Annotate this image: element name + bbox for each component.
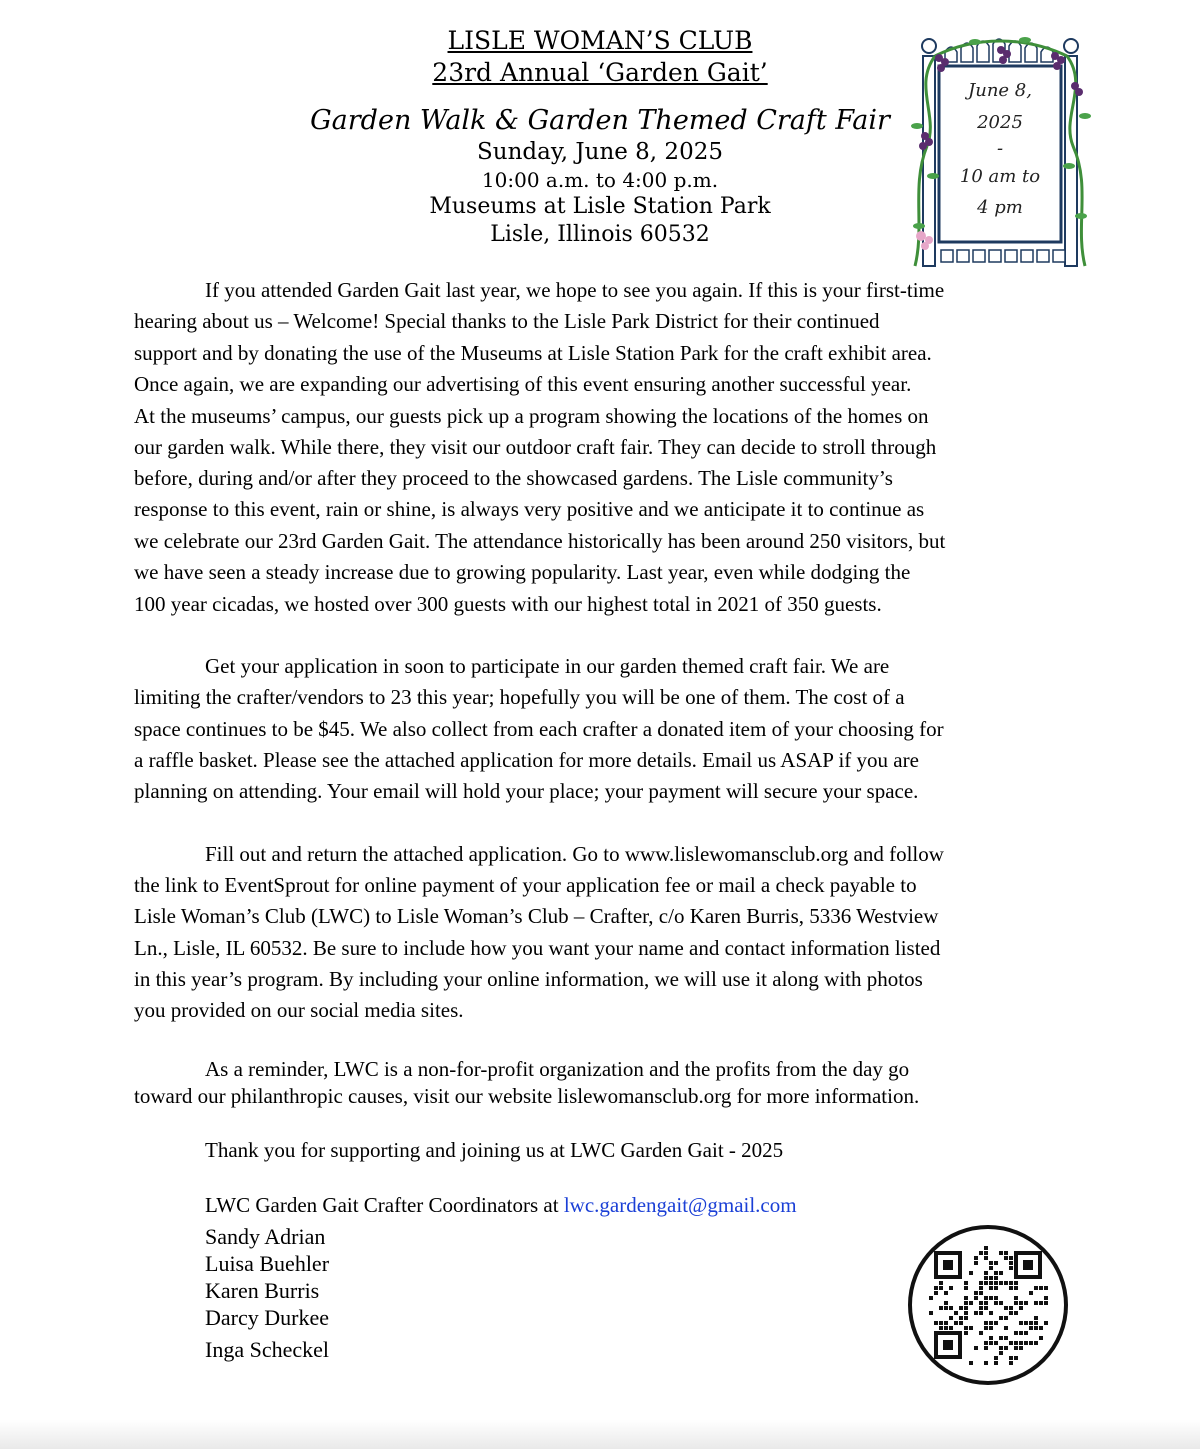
coordinators-label (205, 1193, 797, 1218)
arbor-date-line2: 2025 (977, 112, 1023, 133)
qr-code[interactable] (907, 1224, 1069, 1386)
text-line: planning on attending. Your email will hold your place; your payment will secure your space. (134, 779, 919, 803)
text-line: As a reminder, LWC is a non-for-profit organization and the profits from the day go (205, 1057, 910, 1081)
event-date: Sunday, June 8, 2025 (477, 139, 723, 165)
text-line: in this year’s program. By including your online information, we will use it along with photos (134, 967, 923, 991)
coordinators-label-text: LWC Garden Gait Crafter Coordinators at (205, 1193, 564, 1217)
email-link[interactable]: lwc.gardengait@gmail.com (563, 1193, 797, 1217)
arbor-dash: - (996, 138, 1004, 159)
text-line: Fill out and return the attached application. Go to www.lislewomansclub.org and follow (205, 842, 944, 866)
thank-you-line: Thank you for supporting and joining us at LWC Garden Gait - 2025 (205, 1138, 784, 1162)
text-line: At the museums’ campus, our guests pick up a program showing the locations of the homes on (134, 404, 929, 428)
text-line: a raffle basket. Please see the attached application for more details. Email us ASAP if you are (134, 748, 919, 772)
coordinator-name: Karen Burris (205, 1278, 320, 1303)
text-line: our garden walk. While there, they visit our outdoor craft fair. They can decide to stroll through (134, 435, 937, 459)
coordinator-name: Inga Scheckel (205, 1337, 329, 1362)
event-venue: Museums at Lisle Station Park (429, 194, 771, 219)
org-title: LISLE WOMAN’S CLUB (447, 26, 753, 55)
text-line: Ln., Lisle, IL 60532. Be sure to include how you want your name and contact information listed (134, 936, 941, 960)
text-line: limiting the crafter/vendors to 23 this year; hopefully you will be one of them. The cost of a (134, 685, 905, 709)
event-city: Lisle, Illinois 60532 (490, 222, 710, 247)
text-line: you provided on our social media sites. (134, 998, 464, 1022)
coordinator-name: Darcy Durkee (205, 1305, 329, 1330)
text-line: 100 year cicadas, we hosted over 300 guests with our highest total in 2021 of 350 guests. (134, 592, 882, 616)
text-line: we celebrate our 23rd Garden Gait. The attendance historically has been around 250 visitors, but (134, 529, 946, 553)
text-line: we have seen a steady increase due to growing popularity. Last year, even while dodging the (134, 560, 911, 584)
text-line: Once again, we are expanding our advertising of this event ensuring another successful year. (134, 372, 912, 396)
text-line: response to this event, rain or shine, is always very positive and we anticipate it to continue as (134, 497, 925, 521)
text-line: space continues to be $45. We also collect from each crafter a donated item of your choosing for (134, 717, 944, 741)
text-line: hearing about us – Welcome! Special thanks to the Lisle Park District for their continued (134, 309, 880, 333)
text-line: before, during and/or after they proceed to the showcased gardens. The Lisle community’s (134, 466, 893, 490)
event-subtitle: Garden Walk & Garden Themed Craft Fair (310, 105, 890, 136)
text-line: support and by donating the use of the Museums at Lisle Station Park for the craft exhibit area. (134, 341, 932, 365)
event-title: 23rd Annual ‘Garden Gait’ (432, 58, 768, 87)
arbor-time-line1: 10 am to (959, 166, 1041, 187)
arbor-date-line1: June 8, (968, 80, 1032, 101)
coordinator-name: Sandy Adrian (205, 1224, 326, 1249)
text-line: If you attended Garden Gait last year, we hope to see you again. If this is your first-time (205, 278, 945, 302)
coordinator-name: Luisa Buehler (205, 1251, 330, 1276)
text-line: the link to EventSprout for online payment of your application fee or mail a check payable to (134, 873, 917, 897)
arbor-time-line2: 4 pm (977, 197, 1023, 218)
text-line: Get your application in soon to participate in our garden themed craft fair. We are (205, 654, 890, 678)
text-line: Lisle Woman’s Club (LWC) to Lisle Woman’s Club – Crafter, c/o Karen Burris, 5336 Westview (134, 904, 939, 928)
page-bottom-shadow (0, 1420, 1200, 1449)
event-time: 10:00 a.m. to 4:00 p.m. (481, 168, 719, 192)
text-line: toward our philanthropic causes, visit our website lislewomansclub.org for more information. (134, 1084, 920, 1108)
